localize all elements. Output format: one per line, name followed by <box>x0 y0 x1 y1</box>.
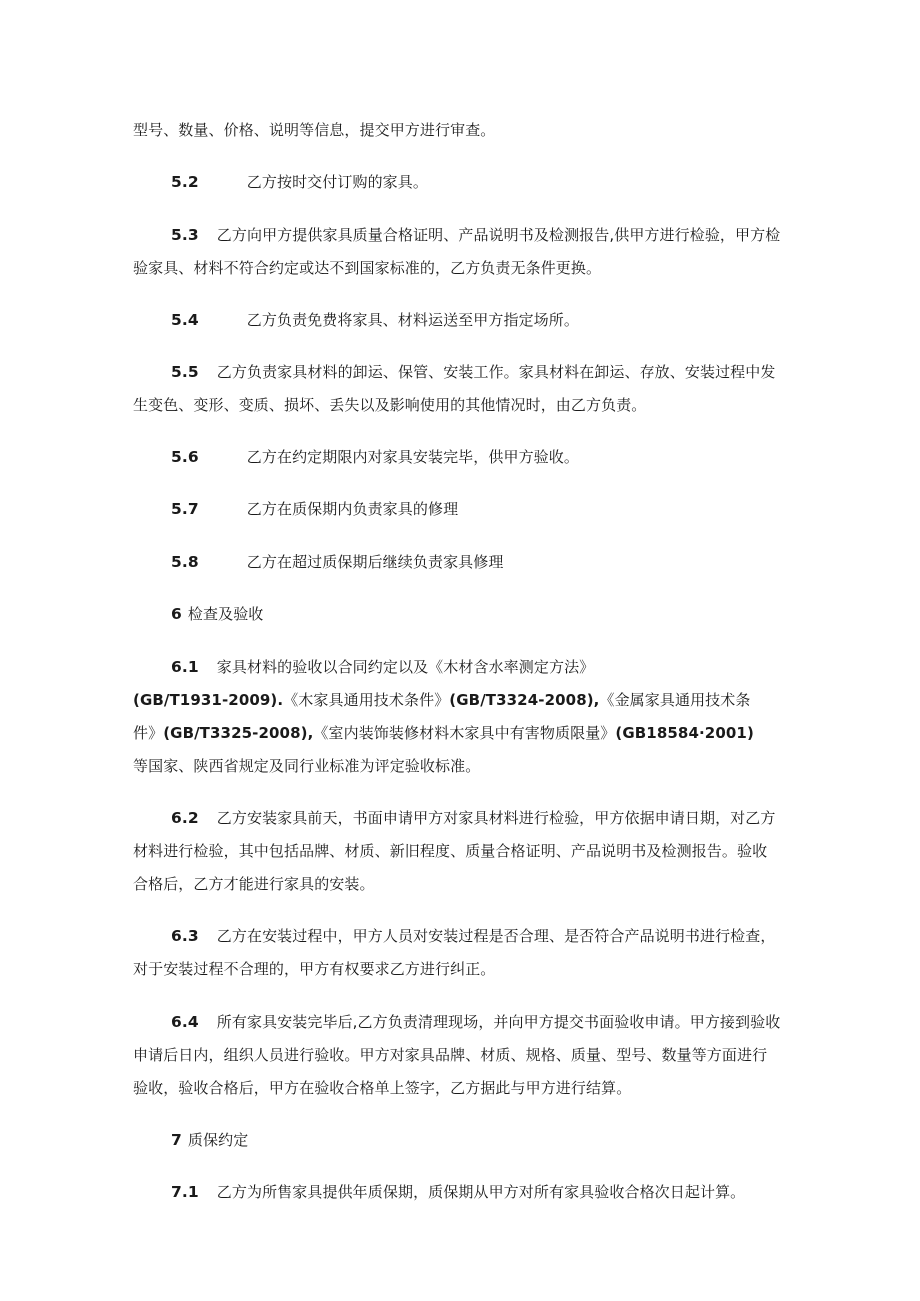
clause-text: 乙方在约定期限内对家具安装完毕，供甲方验收。 <box>246 448 579 466</box>
paragraph-line: 型号、数量、价格、说明等信息，提交甲方进行审查。 <box>133 121 496 139</box>
clause-6-1-cont-2 <box>133 723 754 743</box>
section-number: 7 <box>171 1131 182 1149</box>
standard-code: (GB/T3324-2008), <box>449 691 600 709</box>
clause-6-2-cont-2: 合格后，乙方才能进行家具的安装。 <box>133 875 375 893</box>
standard-code: (GB/T3325-2008), <box>163 724 314 742</box>
clause-text: 乙方在超过质保期后继续负责家具修理 <box>246 553 504 571</box>
clause-number: 6.3 <box>171 927 199 945</box>
clause-number: 5.8 <box>171 553 199 571</box>
clause-6-2 <box>133 808 775 828</box>
clause-6-3 <box>133 926 775 946</box>
clause-text: 乙方在安装过程中， <box>216 927 353 945</box>
section-number: 6 <box>171 605 182 623</box>
clause-6-1-cont-3: 等国家、陕西省规定及同行业标准为评定验收标准。 <box>133 757 481 775</box>
clause-text: 乙方负责家具材料的卸运、保管、安装工作。家具材料在卸运、存放、安装过程中发 <box>216 363 776 381</box>
clause-number: 5.7 <box>171 500 199 518</box>
standard-title: 《金属家具通用技术条 <box>599 691 751 709</box>
clause-text: 乙方在质保期内负责家具的修理 <box>246 500 459 518</box>
standard-title: 《木家具通用技术条件》 <box>283 691 450 709</box>
clause-5-8 <box>133 552 503 572</box>
clause-5-5-cont: 生变色、变形、变质、损坏、丢失以及影响使用的其他情况时，由乙方负责。 <box>133 396 647 414</box>
clause-number: 5.2 <box>171 173 199 191</box>
clause-number: 6.4 <box>171 1013 199 1031</box>
clause-6-4 <box>133 1012 780 1032</box>
clause-7-1 <box>133 1182 745 1202</box>
clause-5-2 <box>133 172 428 192</box>
clause-text: 甲方人员对安装过程是否合理、是否符合产品说明书进行检查， <box>352 927 776 945</box>
clause-number: 6.1 <box>171 658 199 676</box>
clause-text: 乙方按时交付订购的家具。 <box>246 173 428 191</box>
section-title: 质保约定 <box>187 1131 249 1149</box>
standard-code: (GB/T1931-2009). <box>133 691 284 709</box>
clause-5-7 <box>133 499 458 519</box>
clause-text: 乙方安装家具前天，书面申请甲方对家具材料进行检验，甲方依据申请日期，对乙方 <box>216 809 776 827</box>
clause-text: 家具材料的验收以合同约定以及《木材含水率测定方法》 <box>216 658 595 676</box>
standard-title: 《室内装饰装修材料木家具中有害物质限量》 <box>313 724 616 742</box>
clause-text: 乙方负责免费将家具、材料运送至甲方指定场所。 <box>246 311 579 329</box>
section-title: 检查及验收 <box>187 605 264 623</box>
clause-number: 5.4 <box>171 311 199 329</box>
clause-number: 7.1 <box>171 1183 199 1201</box>
clause-5-3 <box>133 225 780 245</box>
clause-number: 5.6 <box>171 448 199 466</box>
clause-6-1 <box>133 657 594 677</box>
clause-text: 乙方为所售家具提供年质保期，质保期从甲方对所有家具验收合格次日起计算。 <box>216 1183 746 1201</box>
standard-title: 件》 <box>133 724 164 742</box>
document-page <box>133 0 793 1301</box>
clause-6-4-cont-2: 验收，验收合格后，甲方在验收合格单上签字，乙方据此与甲方进行结算。 <box>133 1079 632 1097</box>
clause-5-5 <box>133 362 775 382</box>
clause-6-2-cont-1: 材料进行检验，其中包括品牌、材质、新旧程度、质量合格证明、产品说明书及检测报告。验收 <box>133 842 768 860</box>
clause-number: 6.2 <box>171 809 199 827</box>
clause-6-3-cont: 对于安装过程不合理的，甲方有权要求乙方进行纠正。 <box>133 960 496 978</box>
clause-text: 乙方向甲方提供家具质量合格证明、产品说明书及检测报告,供甲方进行检验，甲方检 <box>216 226 781 244</box>
clause-5-6 <box>133 447 579 467</box>
clause-6-1-cont-1 <box>133 690 751 710</box>
clause-5-4 <box>133 310 579 330</box>
clause-number: 5.3 <box>171 226 199 244</box>
standard-code: (GB18584·2001) <box>615 724 754 742</box>
clause-text: 所有家具安装完毕后,乙方负责清理现场，并向甲方提交书面验收申请。甲方接到验收 <box>216 1013 781 1031</box>
clause-number: 5.5 <box>171 363 199 381</box>
section-heading-7 <box>133 1130 248 1150</box>
section-heading-6 <box>133 604 263 624</box>
clause-6-4-cont-1: 申请后日内，组织人员进行验收。甲方对家具品牌、材质、规格、质量、型号、数量等方面进行 <box>133 1046 768 1064</box>
clause-5-3-cont: 验家具、材料不符合约定或达不到国家标准的，乙方负责无条件更换。 <box>133 259 602 277</box>
